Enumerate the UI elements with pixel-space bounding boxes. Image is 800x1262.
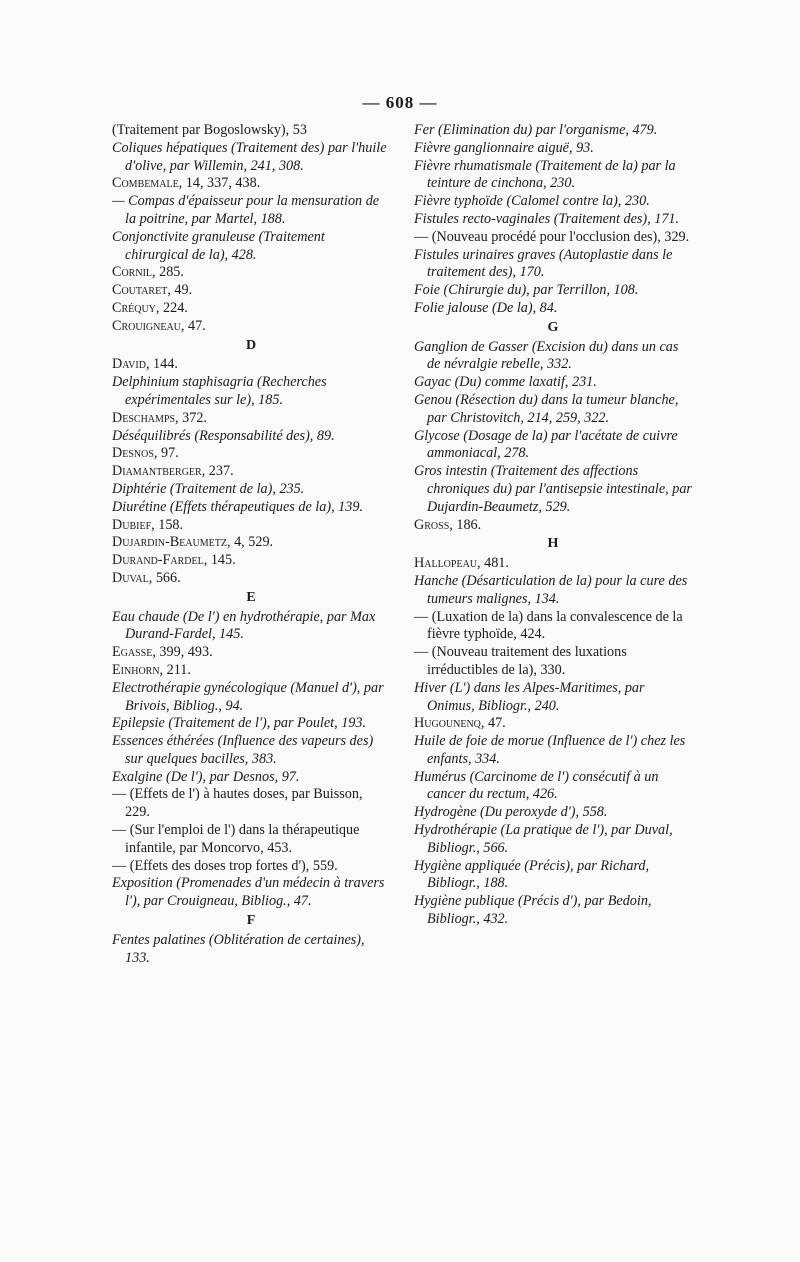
index-entry: Hanche (Désarticulation de la) pour la cure des tumeurs malignes, 134. [414, 572, 688, 607]
index-entry: Humérus (Carcinome de l') consécutif à un cancer du rectum, 426. [414, 768, 659, 803]
index-entry: — (Luxation de la) dans la convalescence de la fièvre typhoïde, 424. [414, 608, 683, 643]
index-entry: Fentes palatines (Oblitération de certaines), 133. [112, 931, 365, 966]
right-column [414, 122, 692, 929]
index-entry: Coutaret, 49. [112, 282, 193, 299]
index-entry: Glycose (Dosage de la) par l'acétate de cuivre ammoniacal, 278. [414, 427, 678, 462]
index-entry: Gross, 186. [414, 516, 482, 533]
index-entry: Fièvre rhumatismale (Traitement de la) par la teinture de cinchona, 230. [414, 157, 676, 192]
index-entry: Foie (Chirurgie du), par Terrillon, 108. [414, 282, 639, 299]
index-entry: Egasse, 399, 493. [112, 644, 213, 661]
section-letter: F [246, 913, 256, 929]
index-entry: Diamantberger, 237. [112, 463, 234, 480]
index-entry: Coliques hépatiques (Traitement des) par l'huile d'olive, par Willemin, 241, 308. [112, 139, 387, 174]
index-entry: Folie jalouse (De la), 84. [414, 299, 558, 316]
index-entry: — Compas d'épaisseur pour la mensuration de la poitrine, par Martel, 188. [112, 193, 380, 227]
index-entry: — (Sur l'emploi de l') dans la thérapeutique infantile, par Moncorvo, 453. [112, 822, 360, 856]
index-entry: Gayac (Du) comme laxatif, 231. [414, 374, 597, 391]
index-entry: Cornil, 285. [112, 264, 184, 281]
index-entry: Diurétine (Effets thérapeutiques de la), 139. [112, 498, 363, 515]
index-entry: Einhorn, 211. [112, 661, 191, 678]
index-entry: Conjonctivite granuleuse (Traitement chirurgical de la), 428. [112, 228, 325, 263]
index-entry: Diphtérie (Traitement de la), 235. [112, 480, 305, 497]
index-entry: Desnos, 97. [112, 445, 179, 462]
section-letter: G [547, 319, 559, 335]
index-entry: Fièvre ganglionnaire aiguë, 93. [414, 139, 594, 156]
index-entry: Combemale, 14, 337, 438. [112, 175, 261, 192]
index-entry: Durand-Fardel, 145. [112, 552, 236, 569]
index-entry: Fer (Elimination du) par l'organisme, 479. [414, 122, 658, 138]
index-entry: Deschamps, 372. [112, 409, 207, 426]
index-entry: Dubief, 158. [112, 516, 184, 533]
index-entry: Créquy, 224. [112, 299, 188, 316]
index-entry: Fistules recto-vaginales (Traitement des), 171. [414, 210, 680, 227]
index-entry: Hallopeau, 481. [414, 555, 509, 572]
index-entry: Hygiène publique (Précis d'), par Bedoin, Bibliogr., 432. [414, 893, 652, 928]
index-entry: Genou (Résection du) dans la tumeur blanche, par Christovitch, 214, 259, 322. [414, 391, 679, 426]
left-column [112, 122, 390, 967]
index-entry: Hugounenq, 47. [414, 715, 506, 732]
index-entry: — (Effets des doses trop fortes d'), 559. [112, 857, 338, 874]
index-entry: Hiver (L') dans les Alpes-Maritimes, par Onimus, Bibliogr., 240. [414, 679, 645, 714]
index-entry: — (Nouveau procédé pour l'occlusion des), 329. [414, 228, 690, 245]
index-entry: Dujardin-Beaumetz, 4, 529. [112, 534, 274, 551]
index-entry: Delphinium staphisagria (Recherches expérimentales sur le), 185. [112, 374, 327, 408]
index-entry: Huile de foie de morue (Influence de l') chez les enfants, 334. [414, 733, 686, 767]
index-entry: Hydrothérapie (La pratique de l'), par Duval, Bibliogr., 566. [414, 822, 673, 856]
index-entry: David, 144. [112, 356, 178, 373]
index-entry: Electrothérapie gynécologique (Manuel d'), par Brivois, Bibliog., 94. [112, 679, 384, 714]
index-entry: (Traitement par Bogoslowsky), 53 [112, 122, 307, 138]
index-entry: Exposition (Promenades d'un médecin à travers l'), par Crouigneau, Bibliog., 47. [112, 875, 385, 910]
section-letter: E [246, 589, 256, 605]
section-letter: D [245, 337, 257, 353]
index-entry: Eau chaude (De l') en hydrothérapie, par Max Durand-Fardel, 145. [112, 608, 376, 643]
index-entry: Essences éthérées (Influence des vapeurs des) sur quelques bacilles, 383. [112, 733, 374, 767]
index-entry: Fistules urinaires graves (Autoplastie dans le traitement des), 170. [414, 246, 673, 281]
index-entry: Epilepsie (Traitement de l'), par Poulet, 193. [112, 715, 367, 732]
index-entry: Crouigneau, 47. [112, 317, 206, 334]
index-entry: Gros intestin (Traitement des affections chroniques du) par l'antisepsie intestinale, par Dujardin-Beaumetz, 529. [414, 463, 692, 515]
index-entry: Hydrogène (Du peroxyde d'), 558. [414, 804, 608, 821]
index-entry: Hygiène appliquée (Précis), par Richard, Bibliogr., 188. [414, 857, 650, 892]
section-letter: H [547, 536, 559, 552]
page-number: — 608 — [362, 93, 438, 112]
index-entry: — (Effets de l') à hautes doses, par Buisson, 229. [112, 786, 363, 821]
index-entry: — (Nouveau traitement des luxations irréductibles de la), 330. [414, 644, 627, 678]
index-entry: Fièvre typhoïde (Calomel contre la), 230. [414, 193, 650, 210]
index-entry: Ganglion de Gasser (Excision du) dans un cas de névralgie rebelle, 332. [414, 338, 679, 373]
index-entry: Duval, 566. [112, 569, 181, 586]
index-entry: Déséquilibrés (Responsabilité des), 89. [112, 427, 335, 444]
index-entry: Exalgine (De l'), par Desnos, 97. [112, 768, 300, 785]
